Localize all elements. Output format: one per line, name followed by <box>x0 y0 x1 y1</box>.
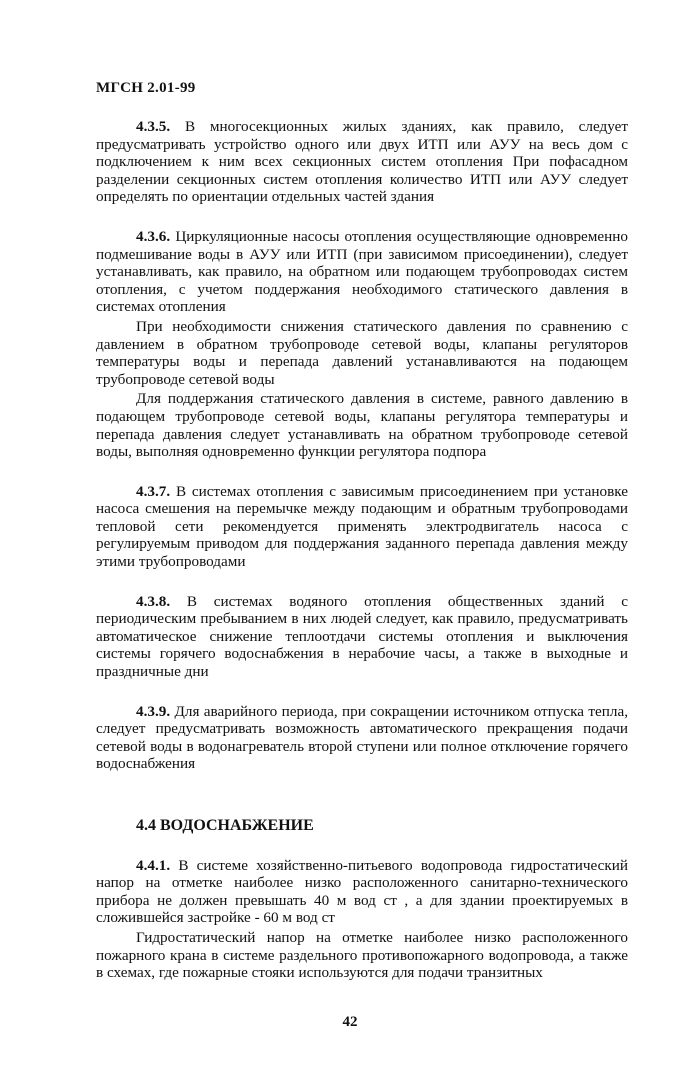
clause-number: 4.3.7. <box>136 482 171 500</box>
document-body <box>96 118 628 982</box>
clause-number: 4.3.6. <box>136 227 171 245</box>
clause-4-4-1-paragraph-2: Гидростатический напор на отметке наиболее низко расположенного пожарного крана в системе раздельного противопожарного водопровода, а также в схемах, где пожарные стояки используются для подачи транзитных <box>96 928 628 982</box>
clause-text: Циркуляционные насосы отопления осуществляющие одновременно подмешивание воды в АУУ или ИТП (при зависимом присоединении), следует устанавливать, как правило, на обратном или подающем трубопроводах систем отопления, с учетом поддержания необходимого статического давления в системах отопления <box>96 227 629 316</box>
clause-4-4-1 <box>96 857 628 927</box>
page-number: 42 <box>342 1014 358 1030</box>
clause-text: В системах отопления с зависимым присоединением при установке насоса смешения на перемычке между подающим и обратным трубопроводами тепловой сети рекомендуется применять электродвигатель насоса с регулируемым приводом для поддержания заданного перепада давления между этими трубопроводами <box>96 482 628 571</box>
clause-4-3-5 <box>96 118 628 206</box>
clause-4-3-8 <box>96 593 628 681</box>
document-code-header: МГСН 2.01-99 <box>96 80 196 96</box>
clause-text: В системе хозяйственно-питьевого водопровода гидростатический напор на отметке наиболее низко расположенного санитарно-технического прибора не должен превышать 40 м вод ст , а для здании проектируемых в сложившейся застройке - 60 м вод ст <box>96 856 628 927</box>
clause-number: 4.3.9. <box>136 702 171 720</box>
clause-number: 4.3.5. <box>136 118 171 135</box>
clause-4-3-9 <box>96 703 628 773</box>
clause-text: В системах водяного отопления общественных зданий с периодическим пребыванием в них людей следует, как правило, предусматривать автоматическое снижение теплоотдачи системы отопления и выключения системы горячего водоснабжения в нерабочие часы, а также в выходные и праздничные дни <box>96 592 629 681</box>
clause-number: 4.4.1. <box>136 856 171 874</box>
clause-text: Для аварийного периода, при сокращении источником отпуска тепла, следует предусматривать возможность автоматического прекращения подачи сетевой воды в водонагреватель второй ступени или полное отключение горячего водоснабжения <box>96 702 629 773</box>
clause-number: 4.3.8. <box>136 592 171 610</box>
clause-4-3-6-paragraph-3: Для поддержания статического давления в системе, равного давлению в подающем трубопроводе сетевой воды, клапаны регулятора температуры и перепада давления следует устанавливать на обратном трубопроводе сетевой воды, выполняя одновременно функции регулятора подпора <box>96 390 628 461</box>
clause-4-3-7 <box>96 483 628 571</box>
clause-text: В многосекционных жилых зданиях, как правило, следует предусматривать устройство одного или двух ИТП или АУУ на весь дом с подключением к ним всех секционных систем отопления При пофасадном разделении секционных систем отопления количество ИТП или АУУ следует определять по ориентации отдельных частей здания <box>96 118 629 206</box>
clause-4-3-6-paragraph-2: При необходимости снижения статического давления по сравнению с давлением в обратном трубопроводе сетевой воды, клапаны регуляторов температуры воды и перепада давлений устанавливаются на подающем трубопроводе сетевой воды <box>96 317 628 388</box>
section-title: 4.4 ВОДОСНАБЖЕНИЕ <box>136 817 314 834</box>
clause-4-3-6 <box>96 228 628 316</box>
